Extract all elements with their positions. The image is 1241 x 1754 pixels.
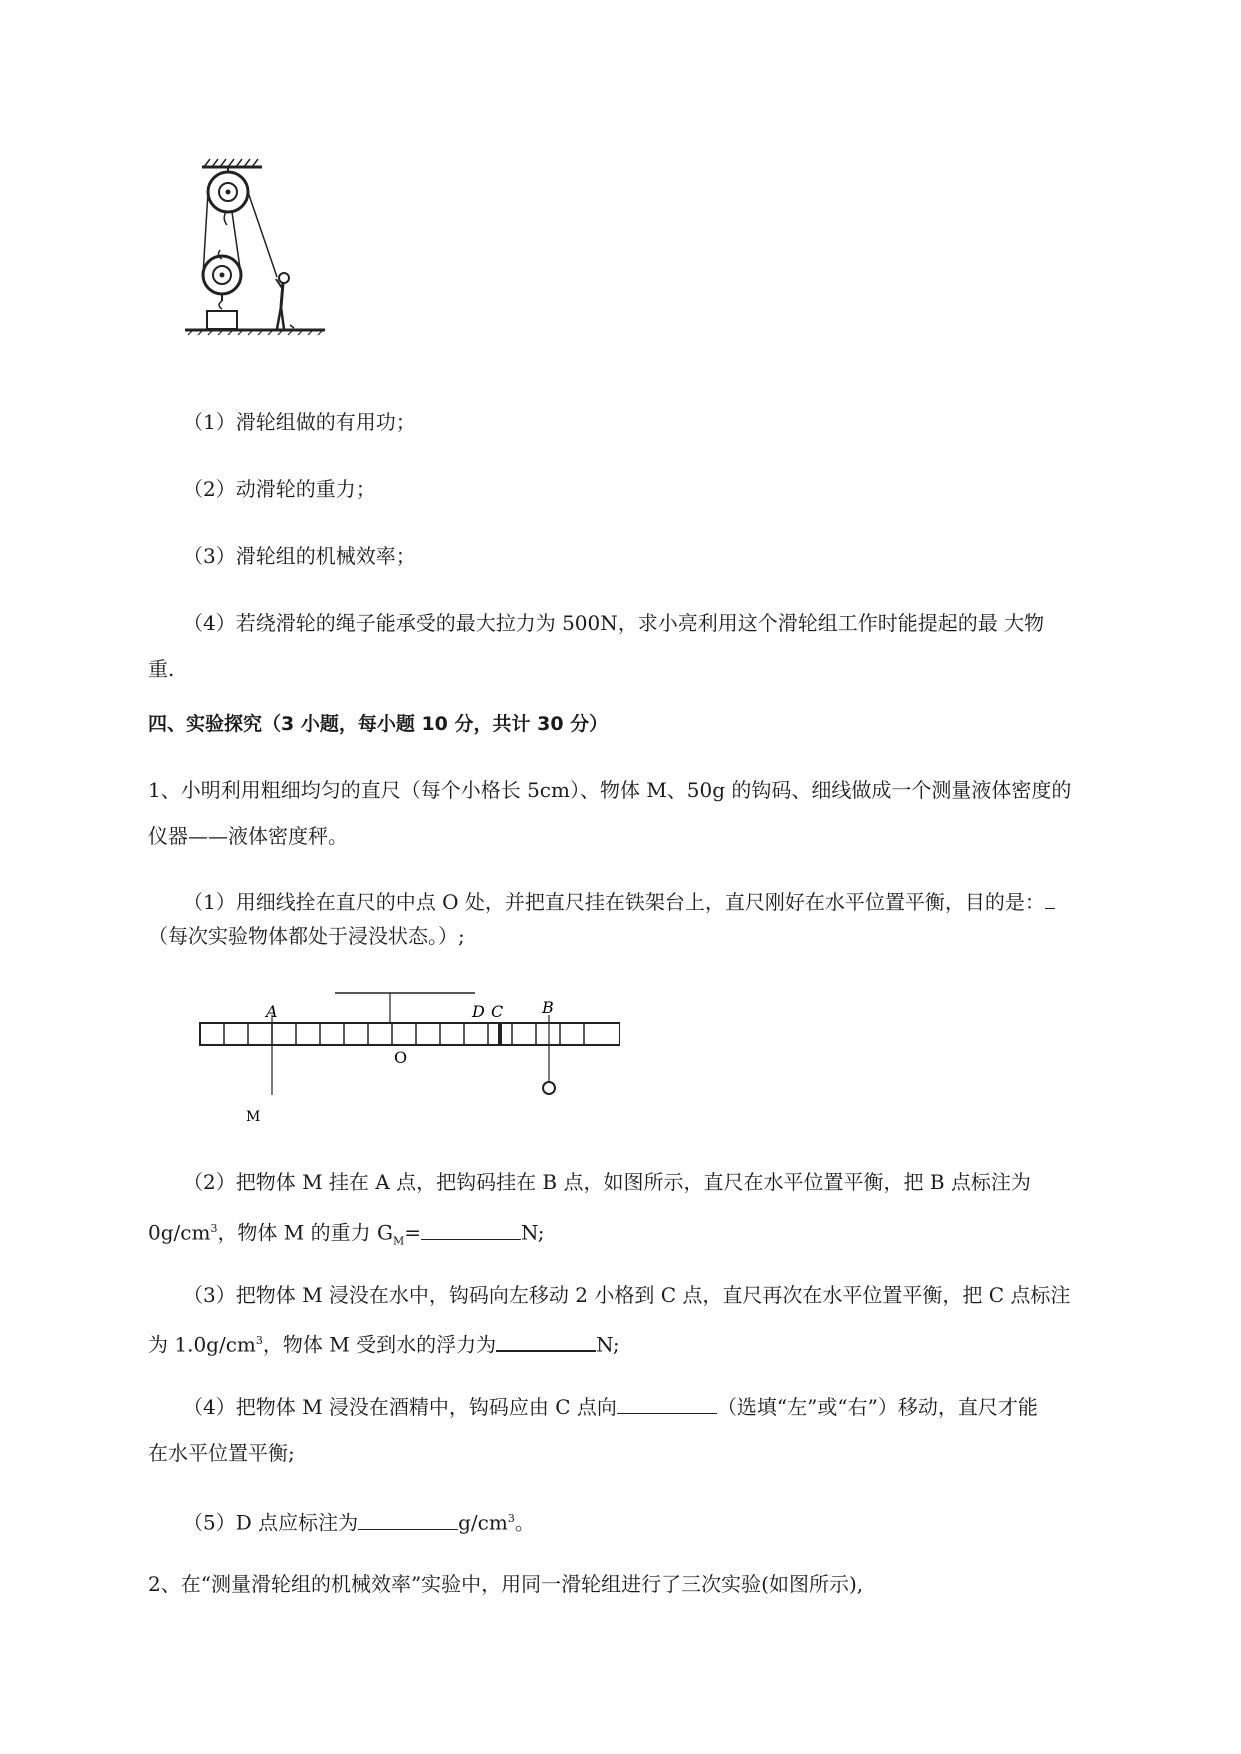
- section-heading: 四、实验探究（3 小题，每小题 10 分，共计 30 分）: [148, 713, 609, 735]
- q1-part3-unit: 为 1.0g/cm: [148, 1332, 256, 1357]
- q1-part2-blank[interactable]: [421, 1221, 521, 1240]
- q1-part3-blank[interactable]: [496, 1332, 596, 1352]
- ruler-label-D: D: [472, 1002, 485, 1021]
- q1-intro-line2: 仪器——液体密度秤。: [148, 824, 348, 848]
- q1-part5-blank[interactable]: [358, 1511, 458, 1530]
- ruler-label-B: B: [542, 998, 554, 1017]
- q1-part3-line1: （3）把物体 M 浸没在水中，钩码向左移动 2 小格到 C 点，直尺再次在水平位置平衡，把 C 点标注: [183, 1283, 1071, 1307]
- q1-part1-line2: （每次实验物体都处于浸没状态。）;: [148, 924, 465, 948]
- q1-part4-line1: [183, 1393, 1183, 1421]
- q1-part4-text: （4）把物体 M 浸没在酒精中，钩码应由 C 点向: [183, 1395, 617, 1419]
- q1-part4-line2: 在水平位置平衡;: [148, 1441, 295, 1465]
- q1-part2-unit-n: N;: [521, 1220, 545, 1245]
- q1-part2-unit: 0g/cm: [148, 1220, 211, 1245]
- q1-part5-text: （5）D 点应标注为: [183, 1510, 359, 1535]
- pulley-system-figure: [180, 155, 330, 370]
- q1-part4-blank[interactable]: [617, 1395, 717, 1414]
- q2-intro-line: 2、在“测量滑轮组的机械效率”实验中，用同一滑轮组进行了三次实验(如图所示),: [148, 1572, 864, 1596]
- q1-part2-equals: =: [404, 1220, 421, 1245]
- q1-part3-text: ，物体 M 受到水的浮力为: [262, 1332, 497, 1357]
- pulley-question-4-continued: 重.: [148, 657, 175, 681]
- q1-part2-line2: [148, 1215, 1148, 1256]
- q1-part5-line: [183, 1505, 1183, 1537]
- q1-part2-text: ，物体 M 的重力 G: [217, 1220, 393, 1245]
- ruler-label-C: C: [491, 1002, 504, 1021]
- ruler-label-A: A: [266, 1002, 278, 1021]
- ruler-balance-figure: [180, 985, 620, 1125]
- pulley-question-2: （2）动滑轮的重力；: [183, 477, 376, 501]
- q1-part5-unit: g/cm: [458, 1510, 508, 1535]
- ruler-label-O: O: [394, 1048, 408, 1067]
- pulley-question-1: （1）滑轮组做的有用功；: [183, 410, 416, 434]
- q1-part3-unit-n: N;: [596, 1332, 620, 1357]
- pulley-question-3: （3）滑轮组的机械效率；: [183, 544, 416, 568]
- subscript-m: M: [392, 1234, 405, 1248]
- q1-part4-text-2: （选填“左”或“右”）移动，直尺才能: [716, 1395, 1038, 1419]
- q1-part3-line2: [148, 1327, 1148, 1359]
- q1-part5-end: 。: [514, 1510, 535, 1535]
- pulley-question-4: （4）若绕滑轮的绳子能承受的最大拉力为 500N，求小亮利用这个滑轮组工作时能提起的最 大物: [183, 611, 1045, 635]
- ruler-label-M: M: [246, 1109, 261, 1125]
- q1-part1-line1: [183, 888, 1183, 916]
- q1-part1-blank[interactable]: [1045, 890, 1055, 909]
- superscript-3: 3: [210, 1222, 218, 1235]
- q1-part1-text: （1）用细线拴在直尺的中点 O 处，并把直尺挂在铁架台上，直尺刚好在水平位置平衡，目的是：: [183, 890, 1045, 914]
- q1-part2-line1: （2）把物体 M 挂在 A 点，把钩码挂在 B 点，如图所示，直尺在水平位置平衡，把 B 点标注为: [183, 1170, 1031, 1194]
- superscript-3: 3: [507, 1512, 515, 1525]
- q1-intro-line1: 1、小明利用粗细均匀的直尺（每个小格长 5cm）、物体 M、50g 的钩码、细线做成一个测量液体密度的: [148, 778, 1072, 802]
- superscript-3: 3: [255, 1334, 263, 1347]
